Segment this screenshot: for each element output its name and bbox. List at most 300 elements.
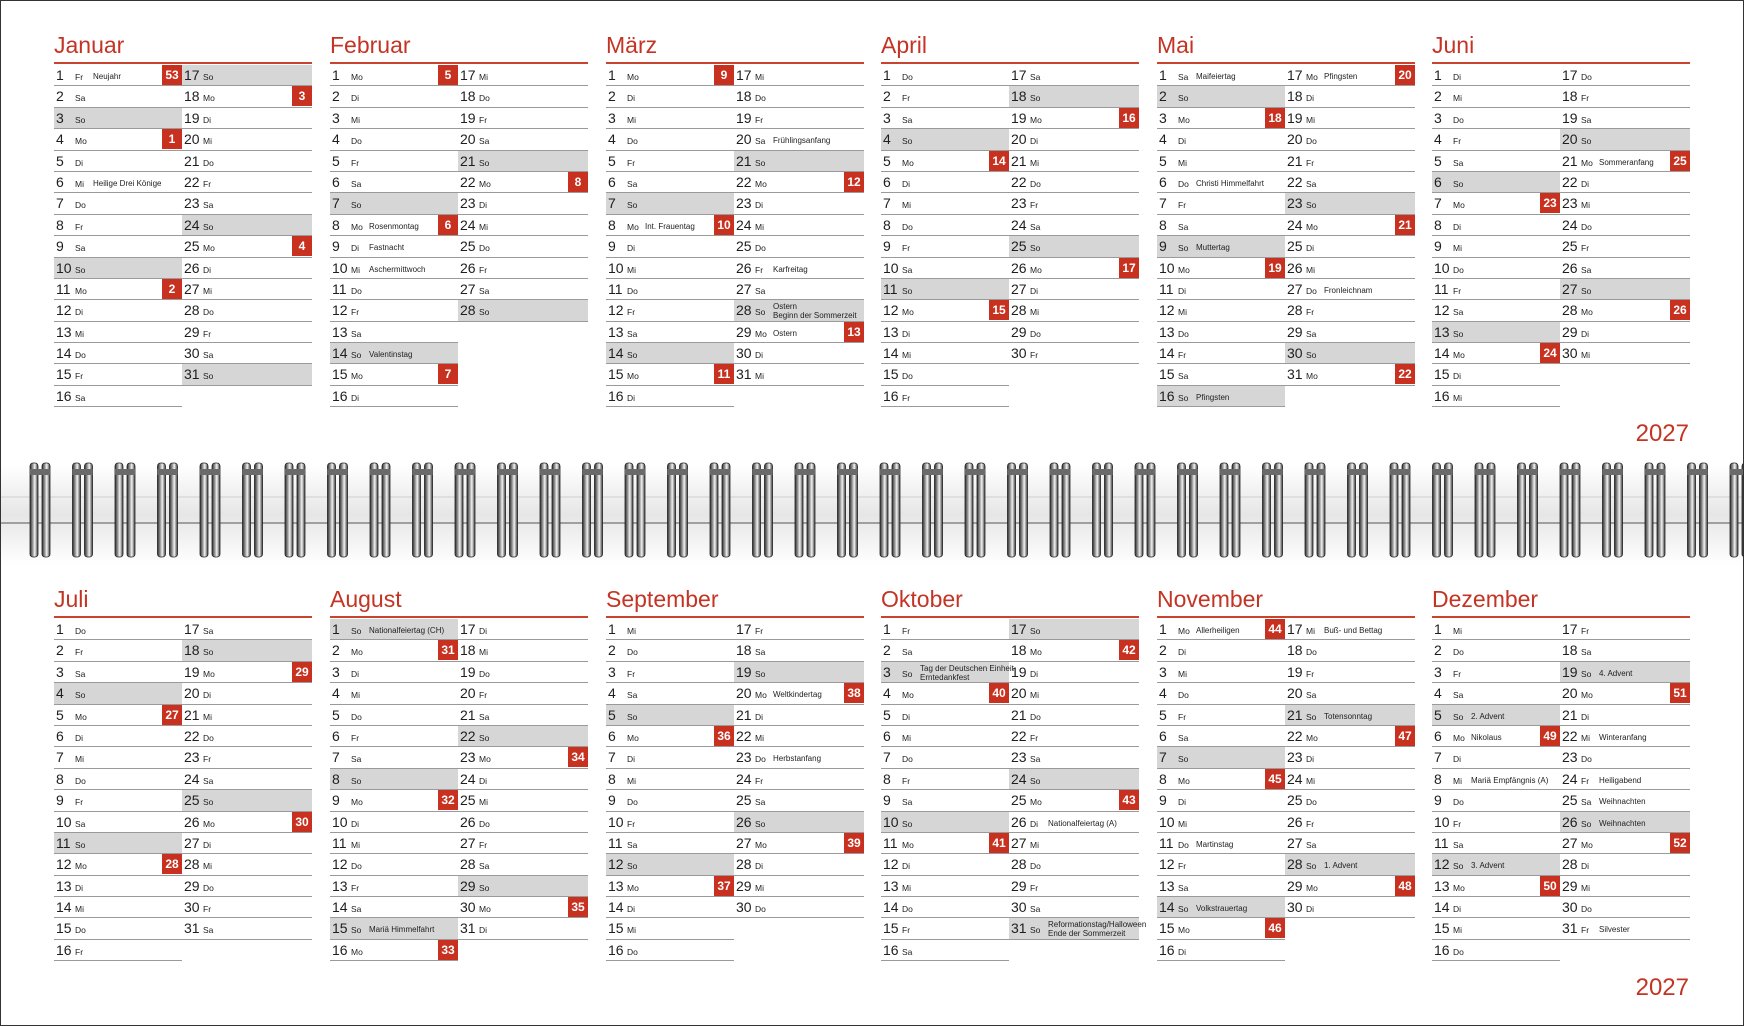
weekday: Mo — [203, 668, 215, 679]
day-row — [330, 322, 458, 343]
holiday-line-1: Muttertag — [1196, 243, 1230, 253]
day-number: 13 — [883, 323, 899, 340]
weekday: Mi — [203, 861, 212, 872]
day-number: 28 — [736, 856, 752, 873]
day-number: 2 — [56, 88, 64, 105]
day-number: 20 — [460, 131, 476, 148]
day-row — [330, 343, 458, 364]
day-row — [458, 897, 588, 918]
day-number: 20 — [460, 685, 476, 702]
day-column-1 — [881, 65, 1009, 407]
weekday: Mi — [1453, 392, 1462, 403]
day-column-1 — [1157, 65, 1285, 407]
weekday: Mo — [75, 285, 87, 296]
holiday-label — [369, 243, 404, 252]
day-row — [1560, 129, 1690, 150]
weekday: Fr — [479, 114, 488, 125]
weekday: Mo — [75, 136, 87, 147]
day-number: 10 — [608, 259, 624, 276]
day-number: 30 — [184, 345, 200, 362]
day-row — [1157, 65, 1285, 86]
day-number: 21 — [736, 706, 752, 723]
weekday: Mo — [1581, 157, 1593, 168]
day-number: 14 — [56, 899, 72, 916]
day-row — [1560, 854, 1690, 875]
holiday-line-1: Heiligabend — [1599, 775, 1642, 785]
day-row — [1560, 918, 1690, 939]
weekday: Fr — [755, 626, 764, 636]
day-number: 27 — [1011, 834, 1027, 851]
weekday: Fr — [1030, 350, 1039, 361]
day-row — [330, 151, 458, 172]
day-row — [1432, 151, 1560, 172]
weekday: Mi — [75, 754, 84, 765]
week-number-badge: 49 — [1540, 726, 1560, 746]
day-row — [1157, 343, 1285, 364]
weekday: Fr — [1453, 818, 1462, 829]
day-number: 14 — [1434, 899, 1450, 916]
day-number: 12 — [332, 302, 348, 319]
day-row — [1157, 236, 1285, 257]
day-row — [182, 65, 312, 86]
day-number: 12 — [883, 302, 899, 319]
week-number-badge: 18 — [1265, 108, 1285, 128]
day-row — [1432, 65, 1560, 86]
weekday: Mo — [1178, 114, 1190, 125]
day-row — [54, 129, 182, 150]
weekday: Mi — [1178, 818, 1187, 829]
day-row — [330, 747, 458, 768]
weekday: Fr — [627, 818, 636, 829]
day-row — [1560, 86, 1690, 107]
weekday: Fr — [351, 307, 360, 318]
weekday: So — [627, 200, 638, 211]
day-number: 1 — [608, 67, 616, 83]
day-number: 15 — [332, 920, 348, 937]
day-row — [734, 769, 864, 790]
weekday: Mi — [1178, 307, 1187, 318]
day-number: 20 — [736, 685, 752, 702]
weekday: Mi — [479, 221, 488, 232]
day-number: 6 — [608, 173, 616, 190]
day-number: 22 — [1287, 727, 1303, 744]
weekday: Do — [351, 861, 362, 872]
weekday: Mo — [479, 904, 491, 915]
day-number: 9 — [332, 238, 340, 255]
holiday-line-1: Karfreitag — [773, 264, 808, 274]
day-row — [1285, 129, 1415, 150]
day-row — [330, 108, 458, 129]
day-number: 13 — [56, 323, 72, 340]
weekday: Mo — [1453, 732, 1465, 743]
day-number: 20 — [1011, 685, 1027, 702]
day-row — [1432, 854, 1560, 875]
day-number: 28 — [460, 856, 476, 873]
day-row — [54, 683, 182, 704]
weekday: Fr — [479, 839, 488, 850]
day-number: 4 — [332, 685, 340, 702]
day-row — [606, 364, 734, 385]
day-row — [1285, 65, 1415, 86]
day-row — [1432, 343, 1560, 364]
weekday: Sa — [75, 818, 86, 829]
day-number: 5 — [1434, 152, 1442, 169]
day-row — [606, 790, 734, 811]
weekday: Mi — [1453, 93, 1462, 104]
day-number: 8 — [56, 216, 64, 233]
day-number: 24 — [1011, 770, 1027, 787]
day-row — [330, 683, 458, 704]
day-number: 3 — [1434, 663, 1442, 680]
day-row — [1009, 918, 1147, 939]
weekday: Mi — [902, 200, 911, 211]
day-number: 8 — [608, 770, 616, 787]
weekday: Do — [479, 818, 490, 829]
week-number-badge: 19 — [1265, 258, 1285, 278]
day-row — [606, 172, 734, 193]
weekday: So — [627, 711, 638, 722]
day-number: 27 — [736, 834, 752, 851]
weekday: So — [1453, 178, 1464, 189]
day-number: 24 — [1562, 216, 1578, 233]
day-number: 31 — [1562, 920, 1578, 937]
day-number: 23 — [1011, 195, 1027, 212]
weekday: Sa — [75, 93, 86, 104]
weekday: Mi — [755, 72, 764, 82]
day-row — [458, 683, 588, 704]
day-number: 10 — [608, 813, 624, 830]
weekday: Di — [1030, 285, 1039, 296]
day-number: 26 — [736, 813, 752, 830]
day-number: 4 — [56, 685, 64, 702]
day-number: 24 — [184, 216, 200, 233]
weekday: Mi — [351, 114, 360, 125]
day-row — [458, 86, 588, 107]
weekday: So — [203, 647, 214, 658]
day-row — [54, 172, 182, 193]
day-row — [1432, 300, 1560, 321]
weekday: Mo — [902, 307, 914, 318]
day-number: 19 — [736, 109, 752, 126]
day-row — [54, 215, 182, 236]
day-number: 27 — [736, 280, 752, 297]
week-number-badge: 37 — [714, 876, 734, 896]
weekday: Di — [203, 690, 212, 701]
holiday-label — [1324, 72, 1357, 81]
holiday-line-1: Fastnacht — [369, 243, 405, 253]
day-number: 7 — [332, 749, 340, 766]
day-row — [182, 769, 312, 790]
month-title: August — [330, 586, 402, 612]
day-number: 4 — [1159, 685, 1167, 702]
day-number: 20 — [1287, 685, 1303, 702]
day-number: 8 — [1434, 770, 1442, 787]
day-row — [1432, 322, 1560, 343]
month-rule — [606, 62, 864, 64]
day-column-1 — [330, 619, 458, 961]
day-row — [1009, 876, 1139, 897]
day-number: 23 — [460, 749, 476, 766]
day-number: 27 — [1562, 280, 1578, 297]
weekday: Do — [479, 243, 490, 254]
weekday: Mi — [1030, 839, 1039, 850]
weekday: Di — [75, 157, 84, 168]
day-number: 19 — [460, 109, 476, 126]
day-row — [182, 343, 312, 364]
weekday: Fr — [75, 221, 84, 232]
weekday: Di — [479, 775, 488, 786]
day-number: 29 — [184, 323, 200, 340]
day-row — [881, 172, 1009, 193]
day-number: 10 — [883, 813, 899, 830]
day-number: 23 — [1287, 749, 1303, 766]
day-row — [1157, 897, 1285, 918]
day-row — [1432, 386, 1560, 407]
holiday-line-1: Mariä Himmelfahrt — [369, 925, 435, 935]
day-number: 8 — [332, 216, 340, 233]
day-number: 1 — [56, 621, 64, 637]
day-number: 20 — [1287, 131, 1303, 148]
weekday: Sa — [1030, 221, 1041, 232]
day-number: 17 — [1287, 621, 1303, 637]
month-title: Juli — [54, 586, 89, 612]
day-row — [734, 662, 864, 683]
week-number-badge: 34 — [568, 747, 588, 767]
day-number: 11 — [56, 834, 71, 851]
month-title: März — [606, 32, 658, 58]
holiday-line-1: Tag der Deutschen Einheit — [920, 663, 1014, 673]
weekday: Sa — [1453, 839, 1464, 850]
day-number: 16 — [883, 941, 899, 958]
day-number: 23 — [736, 749, 752, 766]
week-number-badge: 7 — [438, 364, 458, 384]
day-number: 4 — [608, 685, 616, 702]
holiday-line-1: 2. Advent — [1471, 711, 1505, 721]
day-row — [1009, 683, 1139, 704]
day-row — [54, 279, 182, 300]
day-row — [1560, 790, 1690, 811]
day-number: 5 — [332, 152, 340, 169]
weekday: Do — [627, 647, 638, 658]
weekday: Mi — [203, 136, 212, 147]
day-number: 28 — [1287, 302, 1303, 319]
weekday: Sa — [902, 264, 913, 275]
weekday: Do — [902, 904, 913, 915]
day-number: 10 — [56, 813, 72, 830]
day-number: 5 — [608, 152, 616, 169]
day-number: 9 — [1159, 238, 1167, 255]
day-row — [734, 747, 864, 768]
holiday-line-1: Maifeiertag — [1196, 72, 1236, 81]
day-number: 7 — [56, 749, 64, 766]
weekday: Di — [75, 882, 84, 893]
weekday: Mi — [1306, 114, 1315, 125]
weekday: Mo — [627, 732, 639, 743]
day-number: 25 — [1562, 792, 1578, 809]
day-number: 11 — [883, 280, 898, 297]
day-row — [458, 108, 588, 129]
weekday: Di — [627, 392, 636, 403]
weekday: Sa — [351, 904, 362, 915]
day-row — [54, 640, 182, 661]
day-row — [458, 662, 588, 683]
day-number: 3 — [332, 109, 340, 126]
weekday: Do — [902, 221, 913, 232]
week-number-badge: 50 — [1540, 876, 1560, 896]
day-number: 22 — [1562, 173, 1578, 190]
day-number: 11 — [332, 834, 347, 851]
day-row — [1285, 236, 1415, 257]
day-number: 21 — [1011, 706, 1027, 723]
day-number: 23 — [736, 195, 752, 212]
weekday: Do — [1030, 178, 1041, 189]
day-row — [54, 705, 182, 726]
weekday: Sa — [1306, 328, 1317, 339]
weekday: So — [75, 839, 86, 850]
holiday-label — [369, 265, 425, 274]
day-row — [881, 258, 1009, 279]
weekday: Sa — [627, 178, 638, 189]
day-number: 18 — [184, 642, 200, 659]
day-number: 27 — [1011, 280, 1027, 297]
weekday: Sa — [203, 350, 214, 361]
weekday: Di — [1306, 243, 1315, 254]
weekday: Fr — [203, 754, 212, 765]
weekday: Sa — [1453, 690, 1464, 701]
weekday: So — [1581, 668, 1592, 679]
day-row — [1009, 812, 1139, 833]
day-number: 13 — [1434, 877, 1450, 894]
day-row — [1432, 215, 1560, 236]
day-row — [606, 108, 734, 129]
weekday: Do — [203, 732, 214, 743]
day-column-1 — [1157, 619, 1285, 961]
day-number: 13 — [608, 323, 624, 340]
day-row — [330, 215, 458, 236]
weekday: Di — [351, 818, 360, 829]
day-number: 17 — [1562, 67, 1578, 83]
holiday-line-1: Silvester — [1599, 925, 1630, 935]
day-row — [458, 833, 588, 854]
day-row — [1157, 300, 1285, 321]
day-number: 3 — [56, 663, 64, 680]
holiday-line-1: Nikolaus — [1471, 732, 1502, 742]
day-number: 2 — [1434, 642, 1442, 659]
day-number: 10 — [1159, 813, 1175, 830]
holiday-line-1: Volkstrauertag — [1196, 904, 1248, 914]
day-number: 29 — [736, 877, 752, 894]
day-number: 26 — [1287, 813, 1303, 830]
week-number-badge: 20 — [1395, 65, 1415, 85]
day-number: 9 — [332, 792, 340, 809]
day-row — [182, 812, 312, 833]
day-number: 5 — [883, 706, 891, 723]
day-number: 13 — [56, 877, 72, 894]
holiday-line-1: Pfingsten — [1324, 72, 1358, 81]
day-number: 11 — [1434, 280, 1449, 297]
day-row — [182, 662, 312, 683]
day-row — [734, 897, 864, 918]
day-row — [182, 172, 312, 193]
day-number: 22 — [736, 727, 752, 744]
day-row — [606, 662, 734, 683]
day-column-2 — [1285, 619, 1415, 918]
month-title: Juni — [1432, 32, 1475, 58]
weekday: So — [902, 668, 913, 679]
day-number: 15 — [883, 366, 899, 383]
weekday: So — [1581, 136, 1592, 147]
day-row — [734, 193, 864, 214]
day-row — [606, 854, 734, 875]
day-number: 29 — [1562, 323, 1578, 340]
holiday-label — [773, 690, 822, 699]
month-rule — [1432, 62, 1690, 64]
day-number: 17 — [1562, 621, 1578, 637]
day-row — [606, 833, 734, 854]
day-row — [182, 640, 312, 661]
holiday-label — [920, 664, 1014, 682]
day-number: 8 — [1159, 216, 1167, 233]
weekday: Do — [1453, 797, 1464, 808]
weekday: Mi — [1306, 626, 1315, 636]
day-row — [734, 683, 864, 704]
day-number: 25 — [1011, 238, 1027, 255]
weekday: Mo — [203, 818, 215, 829]
day-number: 28 — [1011, 856, 1027, 873]
day-row — [182, 790, 312, 811]
day-number: 24 — [736, 770, 752, 787]
day-row — [1560, 640, 1690, 661]
weekday: So — [902, 818, 913, 829]
day-row — [1432, 897, 1560, 918]
week-number-badge: 23 — [1540, 193, 1560, 213]
weekday: Do — [75, 350, 86, 361]
day-number: 27 — [184, 280, 200, 297]
day-row — [881, 236, 1009, 257]
day-row — [458, 854, 588, 875]
weekday: Di — [351, 93, 360, 104]
day-number: 28 — [1287, 856, 1303, 873]
day-number: 9 — [1434, 792, 1442, 809]
holiday-line-1: Christi Himmelfahrt — [1196, 178, 1265, 188]
weekday: Mo — [1178, 264, 1190, 275]
day-row — [606, 215, 734, 236]
day-row — [1432, 833, 1560, 854]
holiday-label — [1599, 819, 1646, 828]
day-row — [1285, 86, 1415, 107]
day-number: 29 — [1011, 323, 1027, 340]
weekday: So — [75, 114, 86, 125]
weekday: Do — [1030, 328, 1041, 339]
weekday: Mo — [1581, 307, 1593, 318]
day-row — [54, 897, 182, 918]
holiday-label — [1471, 733, 1502, 742]
day-row — [881, 65, 1009, 86]
holiday-label — [773, 754, 821, 763]
weekday: Fr — [479, 690, 488, 701]
day-row — [1560, 322, 1690, 343]
day-row — [182, 897, 312, 918]
day-number: 23 — [184, 195, 200, 212]
day-row — [330, 876, 458, 897]
holiday-line-1: Rosenmontag — [369, 221, 419, 231]
day-number: 6 — [883, 173, 891, 190]
weekday: Sa — [203, 626, 214, 636]
week-number-badge: 41 — [989, 833, 1009, 853]
weekday: Mi — [1030, 690, 1039, 701]
day-row — [881, 705, 1009, 726]
weekday: Sa — [1030, 904, 1041, 915]
